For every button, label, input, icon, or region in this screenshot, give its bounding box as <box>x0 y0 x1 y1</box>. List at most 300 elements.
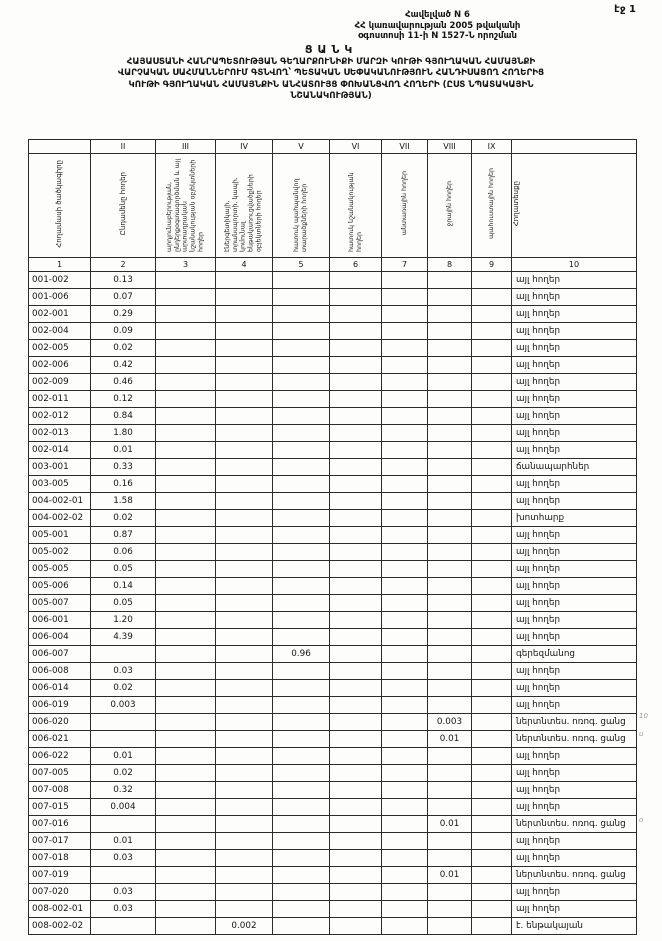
roman-numeral-cell: III <box>156 140 216 154</box>
area-value-cell: 0.02 <box>91 340 156 357</box>
area-value-cell <box>273 561 330 578</box>
area-value-cell <box>216 272 273 289</box>
area-value-cell <box>273 459 330 476</box>
area-value-cell <box>382 799 428 816</box>
area-value-cell: 1.58 <box>91 493 156 510</box>
area-value-cell: 0.96 <box>273 646 330 663</box>
land-type-cell: ներտնտես. ոռոգ. ցանց <box>512 714 637 731</box>
land-type-cell: այլ հողեր <box>512 323 637 340</box>
plot-code-cell: 004-002-01 <box>29 493 91 510</box>
area-value-cell <box>382 391 428 408</box>
area-value-cell: 0.13 <box>91 272 156 289</box>
land-type-cell: այլ հողեր <box>512 748 637 765</box>
land-type-cell: այլ հողեր <box>512 850 637 867</box>
land-type-cell: այլ հողեր <box>512 493 637 510</box>
subtitle-line-2: ՎԱՐՉԱԿԱՆ ՍԱՀՄԱՆՆԵՐՈՒՄ ԳՏՆՎՈՂ՝ ՊԵՏԱԿԱՆ ՍԵՓԱԿԱՆՈՒԹՅՈՒՆ ՀԱՆԴԻՍԱՑՈՂ ՀՈՂԵՐԻՑ <box>117 68 545 79</box>
area-value-cell <box>428 680 472 697</box>
area-value-cell: 0.16 <box>91 476 156 493</box>
area-value-cell <box>330 884 382 901</box>
area-value-cell <box>156 408 216 425</box>
area-value-cell: 0.32 <box>91 782 156 799</box>
area-value-cell <box>216 646 273 663</box>
plot-code-cell: 006-014 <box>29 680 91 697</box>
table-row <box>29 578 637 595</box>
column-header-infrastructure: էներգետիկայի, տրանսպորտի, կապի, կոմունալ ենթակառուցվածքների օբյեկտների հողեր <box>216 154 273 258</box>
area-value-cell <box>472 918 512 935</box>
area-value-cell <box>472 374 512 391</box>
land-type-cell: այլ հողեր <box>512 901 637 918</box>
area-value-cell <box>382 459 428 476</box>
area-value-cell <box>91 714 156 731</box>
land-type-cell: է. ենթակայան <box>512 918 637 935</box>
area-value-cell <box>428 510 472 527</box>
plot-code-cell: 006-022 <box>29 748 91 765</box>
page-number: էջ 1 <box>614 4 636 15</box>
roman-numeral-row <box>29 140 637 154</box>
column-number-cell: 3 <box>156 258 216 272</box>
area-value-cell <box>216 663 273 680</box>
plot-code-cell: 005-005 <box>29 561 91 578</box>
area-value-cell <box>472 561 512 578</box>
plot-code-cell: 002-001 <box>29 306 91 323</box>
area-value-cell <box>156 476 216 493</box>
plot-code-cell: 003-005 <box>29 476 91 493</box>
area-value-cell <box>472 765 512 782</box>
plot-code-cell: 007-020 <box>29 884 91 901</box>
area-value-cell <box>330 765 382 782</box>
column-number-cell: 7 <box>382 258 428 272</box>
area-value-cell <box>273 544 330 561</box>
area-value-cell <box>472 425 512 442</box>
area-value-cell: 0.004 <box>91 799 156 816</box>
area-value-cell <box>428 646 472 663</box>
land-type-cell: այլ հողեր <box>512 425 637 442</box>
column-number-row <box>29 258 637 272</box>
table-row <box>29 748 637 765</box>
area-value-cell <box>216 289 273 306</box>
table-row <box>29 850 637 867</box>
plot-code-cell: 002-011 <box>29 391 91 408</box>
area-value-cell <box>472 391 512 408</box>
area-value-cell <box>472 646 512 663</box>
area-value-cell <box>273 663 330 680</box>
area-value-cell <box>472 476 512 493</box>
area-value-cell <box>216 561 273 578</box>
table-row <box>29 833 637 850</box>
table-row <box>29 425 637 442</box>
table-row <box>29 816 637 833</box>
area-value-cell <box>156 663 216 680</box>
area-value-cell <box>216 595 273 612</box>
area-value-cell <box>472 816 512 833</box>
area-value-cell <box>428 595 472 612</box>
area-value-cell <box>91 646 156 663</box>
plot-code-cell: 007-018 <box>29 850 91 867</box>
plot-code-cell: 001-002 <box>29 272 91 289</box>
area-value-cell <box>472 578 512 595</box>
area-value-cell <box>472 544 512 561</box>
area-value-cell <box>472 527 512 544</box>
subtitle-line-3: ԿՈՒԹԻ ԳՅՈՒՂԱԿԱՆ ՀԱՄԱՅՆՔԻՆ ԱՆՀԱՏՈՒՅՑ ՓՈԽԱՆՑՎՈՂ ՀՈՂԵՐԻ (ԸՍՏ ՆՊԱՏԱԿԱՅԻՆ <box>128 79 534 90</box>
table-row <box>29 476 637 493</box>
table-row <box>29 867 637 884</box>
land-type-cell: այլ հողեր <box>512 578 637 595</box>
area-value-cell <box>273 884 330 901</box>
area-value-cell <box>273 595 330 612</box>
area-value-cell <box>472 680 512 697</box>
area-value-cell: 0.84 <box>91 408 156 425</box>
area-value-cell <box>273 850 330 867</box>
table-row <box>29 544 637 561</box>
area-value-cell <box>330 544 382 561</box>
area-value-cell <box>216 850 273 867</box>
table-row <box>29 629 637 646</box>
table-row <box>29 391 637 408</box>
land-type-cell: այլ հողեր <box>512 782 637 799</box>
decree-line-2: օգոստոսի 11-ի N 1527-Ն որոշման <box>358 31 517 42</box>
area-value-cell <box>382 425 428 442</box>
area-value-cell <box>330 442 382 459</box>
area-value-cell <box>330 595 382 612</box>
area-value-cell <box>428 425 472 442</box>
area-value-cell <box>330 867 382 884</box>
area-value-cell <box>273 272 330 289</box>
land-type-cell: գերեզմանոց <box>512 646 637 663</box>
area-value-cell: 0.01 <box>91 442 156 459</box>
subtitle-line-1: ՀԱՅԱՍՏԱՆԻ ՀԱՆՐԱՊԵՏՈՒԹՅԱՆ ԳԵՂԱՐՔՈՒՆԻՔԻ ՄԱՐԶԻ ԿՈՒԹԻ ԳՅՈՒՂԱԿԱՆ ՀԱՄԱՅՆՔԻ <box>126 57 536 67</box>
area-value-cell <box>330 272 382 289</box>
area-value-cell <box>382 816 428 833</box>
area-value-cell <box>382 884 428 901</box>
area-value-cell <box>428 459 472 476</box>
area-value-cell <box>216 425 273 442</box>
area-value-cell <box>156 340 216 357</box>
area-value-cell <box>156 799 216 816</box>
area-value-cell: 4.39 <box>91 629 156 646</box>
land-type-cell: ներտնտես. ոռոգ. ցանց <box>512 731 637 748</box>
plot-code-cell: 007-015 <box>29 799 91 816</box>
area-value-cell <box>156 289 216 306</box>
area-value-cell: 1.20 <box>91 612 156 629</box>
area-value-cell <box>428 748 472 765</box>
area-value-cell <box>472 510 512 527</box>
area-value-cell <box>216 714 273 731</box>
area-value-cell <box>382 833 428 850</box>
area-value-cell: 0.07 <box>91 289 156 306</box>
area-value-cell: 0.03 <box>91 901 156 918</box>
area-value-cell <box>330 408 382 425</box>
land-type-cell: այլ հողեր <box>512 544 637 561</box>
plot-code-cell: 002-009 <box>29 374 91 391</box>
area-value-cell <box>472 629 512 646</box>
land-type-cell: այլ հողեր <box>512 663 637 680</box>
area-value-cell <box>428 765 472 782</box>
column-header-special: հատուկ նշանակության հողեր <box>330 154 382 258</box>
table-row <box>29 595 637 612</box>
area-value-cell <box>273 867 330 884</box>
table-row <box>29 493 637 510</box>
area-value-cell <box>330 357 382 374</box>
area-value-cell <box>216 765 273 782</box>
area-value-cell <box>428 306 472 323</box>
land-type-cell: այլ հողեր <box>512 374 637 391</box>
area-value-cell: 0.002 <box>216 918 273 935</box>
area-value-cell <box>91 816 156 833</box>
area-value-cell <box>156 272 216 289</box>
column-number-cell: 6 <box>330 258 382 272</box>
plot-code-cell: 005-001 <box>29 527 91 544</box>
area-value-cell <box>273 612 330 629</box>
table-row <box>29 884 637 901</box>
area-value-cell <box>216 697 273 714</box>
land-type-cell: այլ հողեր <box>512 442 637 459</box>
table-row <box>29 323 637 340</box>
area-value-cell <box>273 697 330 714</box>
area-value-cell <box>472 442 512 459</box>
area-value-cell <box>382 697 428 714</box>
area-value-cell <box>273 289 330 306</box>
land-type-cell: ներտնտես. ոռոգ. ցանց <box>512 867 637 884</box>
area-value-cell <box>156 833 216 850</box>
area-value-cell: 0.06 <box>91 544 156 561</box>
area-value-cell <box>273 527 330 544</box>
area-value-cell <box>472 867 512 884</box>
area-value-cell <box>273 918 330 935</box>
document-title: ՑԱՆԿ <box>304 43 358 56</box>
area-value-cell: 0.01 <box>428 731 472 748</box>
area-value-cell <box>273 425 330 442</box>
area-value-cell <box>382 272 428 289</box>
area-value-cell: 0.12 <box>91 391 156 408</box>
area-value-cell <box>330 816 382 833</box>
area-value-cell <box>216 459 273 476</box>
area-value-cell <box>273 357 330 374</box>
table-row <box>29 663 637 680</box>
column-header-code: Հողամասի ծածկագիրը <box>29 154 91 258</box>
land-type-cell: այլ հողեր <box>512 306 637 323</box>
area-value-cell <box>273 629 330 646</box>
land-type-cell: այլ հողեր <box>512 340 637 357</box>
area-value-cell <box>382 663 428 680</box>
column-header-industrial: արդյունաբերության, ընդերքօգտագործման և այլ արտադրական նշանակության օբյեկտների հողեր <box>156 154 216 258</box>
area-value-cell <box>330 901 382 918</box>
area-value-cell <box>330 527 382 544</box>
area-value-cell <box>428 272 472 289</box>
area-value-cell <box>428 663 472 680</box>
area-value-cell <box>216 612 273 629</box>
area-value-cell <box>216 510 273 527</box>
column-header-protected: հատուկ պահպանվող տարածքների հողեր <box>273 154 330 258</box>
table-body <box>29 272 637 935</box>
area-value-cell <box>330 561 382 578</box>
land-type-cell: ներտնտես. ոռոգ. ցանց <box>512 816 637 833</box>
area-value-cell <box>428 493 472 510</box>
area-value-cell <box>472 306 512 323</box>
area-value-cell <box>156 306 216 323</box>
area-value-cell <box>216 867 273 884</box>
area-value-cell <box>156 578 216 595</box>
plot-code-cell: 001-006 <box>29 289 91 306</box>
area-value-cell <box>156 374 216 391</box>
roman-numeral-cell: II <box>91 140 156 154</box>
area-value-cell <box>428 527 472 544</box>
area-value-cell <box>156 816 216 833</box>
area-value-cell <box>428 374 472 391</box>
area-value-cell <box>428 850 472 867</box>
area-value-cell <box>382 323 428 340</box>
area-value-cell <box>273 408 330 425</box>
area-value-cell <box>216 833 273 850</box>
area-value-cell <box>472 697 512 714</box>
plot-code-cell: 003-001 <box>29 459 91 476</box>
area-value-cell <box>156 357 216 374</box>
area-value-cell <box>330 663 382 680</box>
column-header-landtype: Հողատեսքը <box>512 154 637 258</box>
area-value-cell <box>216 527 273 544</box>
area-value-cell <box>330 510 382 527</box>
area-value-cell <box>91 918 156 935</box>
area-value-cell <box>156 493 216 510</box>
table-row <box>29 510 637 527</box>
area-value-cell <box>156 918 216 935</box>
column-number-cell: 8 <box>428 258 472 272</box>
plot-code-cell: 005-006 <box>29 578 91 595</box>
area-value-cell <box>156 323 216 340</box>
area-value-cell <box>156 510 216 527</box>
area-value-cell <box>382 680 428 697</box>
column-number-cell: 9 <box>472 258 512 272</box>
area-value-cell <box>273 680 330 697</box>
area-value-cell <box>472 493 512 510</box>
plot-code-cell: 006-001 <box>29 612 91 629</box>
plot-code-cell: 002-014 <box>29 442 91 459</box>
area-value-cell <box>273 748 330 765</box>
area-value-cell <box>273 799 330 816</box>
plot-code-cell: 007-017 <box>29 833 91 850</box>
area-value-cell <box>273 391 330 408</box>
area-value-cell <box>156 595 216 612</box>
area-value-cell <box>382 867 428 884</box>
table-row <box>29 442 637 459</box>
area-value-cell <box>382 476 428 493</box>
margin-mark: 10 <box>639 712 648 720</box>
area-value-cell <box>330 612 382 629</box>
area-value-cell <box>216 323 273 340</box>
area-value-cell <box>330 340 382 357</box>
area-value-cell <box>273 901 330 918</box>
area-value-cell <box>428 476 472 493</box>
plot-code-cell: 005-007 <box>29 595 91 612</box>
area-value-cell <box>382 646 428 663</box>
area-value-cell <box>273 340 330 357</box>
margin-mark: օ <box>639 816 644 824</box>
area-value-cell <box>156 731 216 748</box>
area-value-cell <box>382 748 428 765</box>
area-value-cell <box>216 799 273 816</box>
roman-numeral-cell: VIII <box>428 140 472 154</box>
area-value-cell <box>428 289 472 306</box>
area-value-cell <box>472 340 512 357</box>
area-value-cell <box>472 850 512 867</box>
area-value-cell <box>428 323 472 340</box>
land-type-cell: այլ հողեր <box>512 833 637 850</box>
land-type-cell: այլ հողեր <box>512 357 637 374</box>
area-value-cell <box>273 476 330 493</box>
plot-code-cell: 006-020 <box>29 714 91 731</box>
area-value-cell <box>216 901 273 918</box>
area-value-cell <box>273 323 330 340</box>
area-value-cell <box>382 612 428 629</box>
area-value-cell <box>382 629 428 646</box>
roman-numeral-cell <box>512 140 637 154</box>
land-type-cell: այլ հողեր <box>512 884 637 901</box>
area-value-cell <box>428 833 472 850</box>
table-row <box>29 374 637 391</box>
land-type-cell: այլ հողեր <box>512 289 637 306</box>
table-row <box>29 765 637 782</box>
area-value-cell <box>382 850 428 867</box>
area-value-cell <box>156 561 216 578</box>
area-value-cell: 0.05 <box>91 595 156 612</box>
area-value-cell <box>330 578 382 595</box>
area-value-cell <box>428 884 472 901</box>
area-value-cell <box>156 867 216 884</box>
area-value-cell <box>382 289 428 306</box>
area-value-cell <box>91 867 156 884</box>
table-row <box>29 527 637 544</box>
area-value-cell <box>382 731 428 748</box>
area-value-cell <box>330 714 382 731</box>
area-value-cell: 0.01 <box>428 816 472 833</box>
area-value-cell <box>273 442 330 459</box>
land-type-cell: այլ հողեր <box>512 527 637 544</box>
area-value-cell <box>156 714 216 731</box>
area-value-cell <box>382 544 428 561</box>
roman-numeral-cell: V <box>273 140 330 154</box>
table-row <box>29 340 637 357</box>
land-type-cell: խոտհարք <box>512 510 637 527</box>
area-value-cell <box>156 748 216 765</box>
area-value-cell <box>382 340 428 357</box>
area-value-cell <box>156 612 216 629</box>
column-number-cell: 5 <box>273 258 330 272</box>
area-value-cell <box>330 306 382 323</box>
area-value-cell <box>216 391 273 408</box>
column-header-reserve: պահուստային հողեր <box>472 154 512 258</box>
area-value-cell: 0.05 <box>91 561 156 578</box>
roman-numeral-cell <box>29 140 91 154</box>
area-value-cell <box>216 442 273 459</box>
area-value-cell <box>156 901 216 918</box>
column-header-row <box>29 154 637 258</box>
area-value-cell: 0.14 <box>91 578 156 595</box>
area-value-cell: 0.01 <box>91 833 156 850</box>
plot-code-cell: 007-005 <box>29 765 91 782</box>
area-value-cell: 0.87 <box>91 527 156 544</box>
plot-code-cell: 004-002-02 <box>29 510 91 527</box>
area-value-cell <box>330 782 382 799</box>
area-value-cell: 0.003 <box>91 697 156 714</box>
area-value-cell <box>428 561 472 578</box>
table-row <box>29 646 637 663</box>
area-value-cell: 0.03 <box>91 884 156 901</box>
area-value-cell <box>472 884 512 901</box>
area-value-cell <box>428 697 472 714</box>
area-value-cell: 0.09 <box>91 323 156 340</box>
area-value-cell: 0.03 <box>91 663 156 680</box>
area-value-cell <box>428 799 472 816</box>
area-value-cell <box>428 901 472 918</box>
